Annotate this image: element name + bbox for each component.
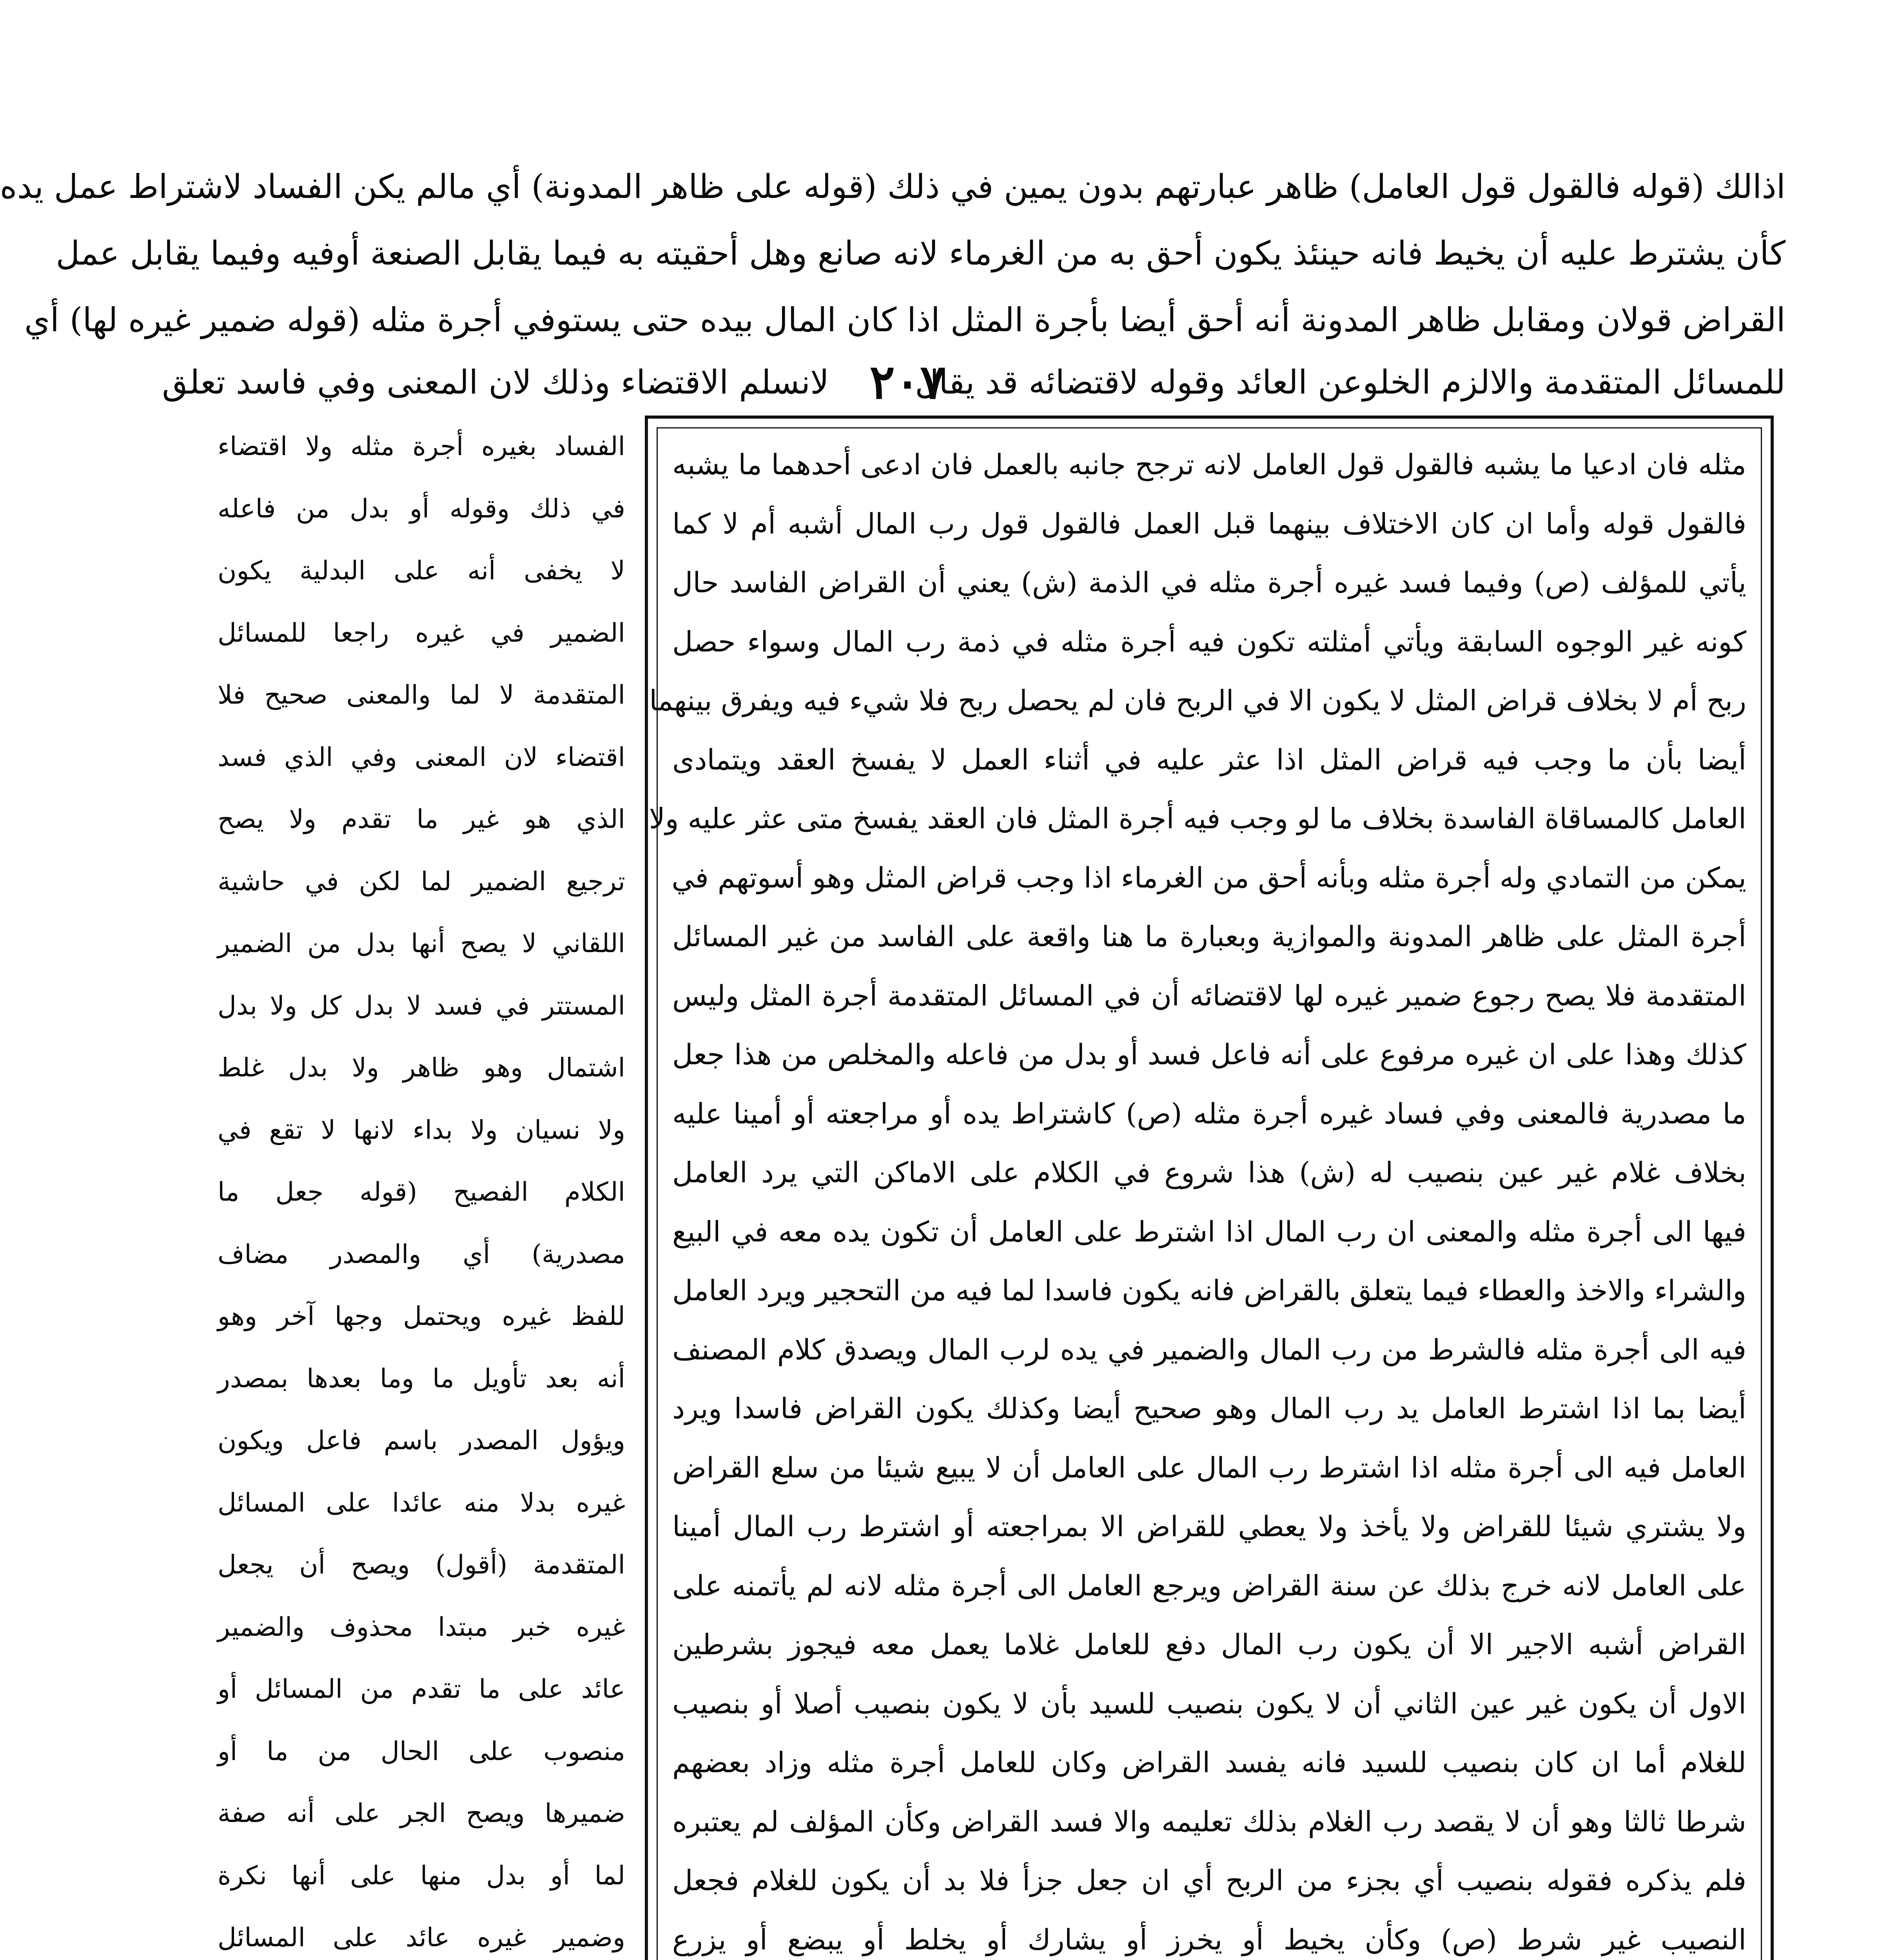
marginal-line: للفظ غيره ويحتمل وجها آخر وهو [218,1301,625,1331]
marginal-line: ويؤول المصدر باسم فاعل ويكون [218,1425,625,1455]
marginal-line: المتقدمة (أقول) ويصح أن يجعل [218,1550,625,1580]
marginal-line: الضمير في غيره راجعا للمسائل [218,617,625,648]
main-text-line: فالقول قوله وأما ان كان الاختلاف بينهما قبل العمل فالقول قول رب المال أشبه أم لا كما [672,507,1746,540]
top-line: كأن يشترط عليه أن يخيط فانه حينئذ يكون أحق به من الغرماء لانه صانع وهل أحقيته به فيما يقابل الصنعة أوفيه وفيما يقابل عمل [56,234,1785,272]
marginal-line: منصوب على الحال من ما أو [218,1736,625,1766]
main-text-line: العامل كالمساقاة الفاسدة بخلاف ما لو وجب فيه أجرة المثل فان العقد يفسخ متى عثر عليه ولا [649,802,1746,835]
marginal-line: أنه بعد تأويل ما وما بعدها بمصدر [218,1363,625,1394]
marginal-line: الذي هو غير ما تقدم ولا يصح [218,804,625,834]
main-text-line: كذلك وهذا على ان غيره مرفوع على أنه فاعل فسد أو بدل من فاعله والمخلص من هذا جعل [672,1038,1746,1071]
marginal-line: الكلام الفصيح (قوله جعل ما [218,1177,625,1207]
marginal-line: مصدرية) أي والمصدر مضاف [218,1239,625,1269]
marginal-commentary-column [218,416,625,1960]
main-text-line: مثله فان ادعيا ما يشبه فالقول قول العامل لانه ترجح جانبه بالعمل فان ادعى أحدهما ما يشبه [672,448,1746,481]
marginal-line: اشتمال وهو ظاهر ولا بدل غلط [218,1053,625,1083]
marginal-line: وضمير غيره عائد على المسائل [218,1922,625,1953]
main-text-line: ربح أم لا بخلاف قراض المثل لا يكون الا في الربح فان لم يحصل ربح فلا شيء فيه ويفرق بينهما [649,684,1746,717]
marginal-line: اقتضاء لان المعنى وفي الذي فسد [218,742,625,772]
marginal-line: ضميرها ويصح الجر على أنه صفة [218,1798,625,1828]
page-number: ٢٠٧ [869,354,945,410]
marginal-line: ولا نسيان ولا بداء لانها لا تقع في [218,1114,625,1145]
main-text-line: ولا يشتري شيئا للقراض ولا يأخذ ولا يعطي للقراض الا بمراجعته أو اشترط رب المال أمينا [672,1510,1746,1543]
main-text-line: فيه الى أجرة مثله فالشرط من رب المال والضمير في يده لرب المال ويصدق كلام المصنف [672,1333,1746,1366]
main-text-line: بخلاف غلام غير عين بنصيب له (ش) هذا شروع في الكلام على الاماكن التي يرد العامل [672,1156,1746,1189]
main-text-line: يأتي للمؤلف (ص) وفيما فسد غيره أجرة مثله في الذمة (ش) يعني أن القراض الفاسد حال [672,566,1746,599]
top-line: القراض قولان ومقابل ظاهر المدونة أنه أحق أيضا بأجرة المثل اذا كان المال بيده حتى يستوفي أجرة مثله (قوله ضمير غيره لها) أي [24,301,1785,339]
marginal-line: عائد على ما تقدم من المسائل أو [218,1674,625,1704]
marginal-line: اللقاني لا يصح أنها بدل من الضمير [218,928,625,958]
main-text-line: العامل فيه الى أجرة مثله اذا اشترط رب المال على العامل أن لا يبيع شيئا من سلع القراض [672,1451,1746,1484]
main-text-line: ما مصدرية فالمعنى وفي فساد غيره أجرة مثله (ص) كاشتراط يده أو مراجعته أو أمينا عليه [672,1097,1746,1130]
top-line: اذالك (قوله فالقول قول العامل) ظاهر عبارتهم بدون يمين في ذلك (قوله على ظاهر المدونة) أي مالم يكن الفساد لاشتراط عمل يده [0,167,1785,206]
marginal-line: الفساد بغيره أجرة مثله ولا اقتضاء [218,431,625,461]
marginal-line: غيره بدلا منه عائدا على المسائل [218,1487,625,1518]
main-text-line: والشراء والاخذ والعطاء فيما يتعلق بالقراض فانه يكون فاسدا لما فيه من التحجير ويرد العامل [672,1274,1746,1307]
main-text-line: فلم يذكره فقوله بنصيب أي بجزء من الربح أي ان جعل جزأ فلا بد أن يكون للغلام فجعل [672,1864,1746,1897]
main-text-line: فيها الى أجرة مثله والمعنى ان رب المال اذا اشترط على العامل أن تكون يده معه في البيع [672,1215,1746,1248]
marginal-line: لا يخفى أنه على البدلية يكون [218,555,625,586]
main-text-line: للغلام أما ان كان بنصيب للسيد فانه يفسد القراض وكان للعامل أجرة مثله وزاد بعضهم [672,1746,1746,1779]
main-text-line: يمكن من التمادي وله أجرة مثله وبأنه أحق من الغرماء اذا وجب قراض المثل وهو أسوتهم في [671,861,1746,894]
main-text-column [649,435,1746,1960]
top-line: للمسائل المتقدمة والالزم الخلوعن العائد وقوله لاقتضائه قد يقال [915,363,1785,401]
top-line: لانسلم الاقتضاء وذلك لان المعنى وفي فاسد تعلق [162,363,829,401]
main-text-line: كونه غير الوجوه السابقة ويأتي أمثلته تكون فيه أجرة مثله في ذمة رب المال وسواء حصل [672,625,1746,658]
main-text-line: المتقدمة فلا يصح رجوع ضمير غيره لها لاقتضائه أن في المسائل المتقدمة أجرة المثل وليس [672,979,1746,1012]
main-text-line: أجرة المثل على ظاهر المدونة والموازية وبعبارة ما هنا واقعة على الفاسد من غير المسائل [672,920,1746,953]
main-text-line: على العامل لانه خرج بذلك عن سنة القراض ويرجع العامل الى أجرة مثله لانه لم يأتمنه على [672,1569,1746,1602]
main-text-line: القراض أشبه الاجير الا أن يكون رب المال دفع للعامل غلاما يعمل معه فيجوز بشرطين [672,1628,1746,1661]
main-text-line: أيضا بما اذا اشترط العامل يد رب المال وهو صحيح أيضا وكذلك يكون القراض فاسدا ويرد [672,1392,1746,1425]
marginal-line: لما أو بدل منها على أنها نكرة [218,1860,625,1891]
marginal-line: المتقدمة لا لما والمعنى صحيح فلا [218,680,625,710]
marginal-line: المستتر في فسد لا بدل كل ولا بدل [218,990,625,1021]
marginal-line: ترجيع الضمير لما لكن في حاشية [218,866,625,897]
marginal-line: في ذلك وقوله أو بدل من فاعله [218,493,625,524]
main-text-line: الاول أن يكون غير عين الثاني أن لا يكون بنصيب للسيد بأن لا يكون بنصيب أصلا أو بنصيب [672,1687,1746,1720]
marginal-line: غيره خبر مبتدا محذوف والضمير [218,1612,625,1642]
main-text-line: أيضا بأن ما وجب فيه قراض المثل اذا عثر عليه في أثناء العمل لا يفسخ العقد ويتمادى [672,743,1746,776]
main-text-line: شرطا ثالثا وهو أن لا يقصد رب الغلام بذلك تعليمه والا فسد القراض وكأن المؤلف لم يعتبره [672,1805,1746,1838]
main-text-line: النصيب غير شرط (ص) وكأن يخيط أو يخرز أو يشارك أو يخلط أو يبضع أو يزرع [672,1923,1746,1956]
